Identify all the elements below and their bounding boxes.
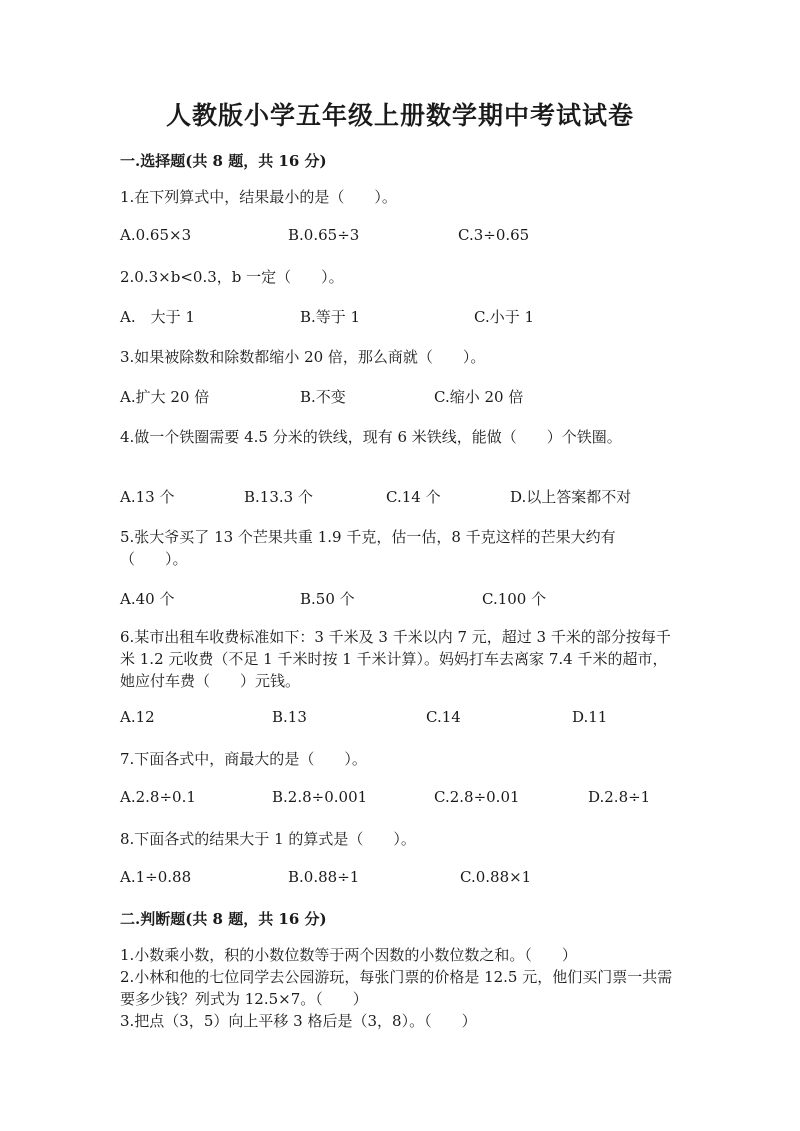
option-a[interactable]: A.扩大 20 倍 [120,388,210,406]
option-c[interactable]: C.小于 1 [474,308,535,326]
section-heading-choice: 一.选择题(共 8 题，共 16 分) [120,152,327,170]
option-b[interactable]: B.50 个 [300,590,355,608]
option-a[interactable]: A. 大于 1 [120,308,195,326]
question-6-options [120,708,680,730]
option-b[interactable]: B.等于 1 [300,308,361,326]
option-a[interactable]: A.1÷0.88 [120,868,192,886]
question-7-options [120,788,680,810]
option-b[interactable]: B.13 [272,708,307,726]
option-c[interactable]: C.2.8÷0.01 [434,788,520,806]
option-a[interactable]: A.2.8÷0.1 [120,788,196,806]
question-2-stem: 2.0.3×b<0.3，b 一定（ ）。 [120,268,344,286]
question-8-stem: 8.下面各式的结果大于 1 的算式是（ ）。 [120,830,416,848]
question-8-options [120,868,680,890]
question-4-options [120,486,680,508]
question-3-options [120,386,680,408]
option-c[interactable]: C.缩小 20 倍 [434,388,524,406]
question-2-options [120,306,680,328]
question-3-stem: 3.如果被除数和除数都缩小 20 倍，那么商就（ ）。 [120,348,486,366]
option-b[interactable]: B.0.65÷3 [288,226,360,244]
question-5-options [120,588,680,610]
option-a[interactable]: A.40 个 [120,590,175,608]
question-7-stem: 7.下面各式中，商最大的是（ ）。 [120,750,367,768]
option-c[interactable]: C.14 个 [386,488,441,506]
option-c[interactable]: C.0.88×1 [460,868,532,886]
question-5-stem: 5.张大爷买了 13 个芒果共重 1.9 千克，估一估，8 千克这样的芒果大约有（ ）。 [120,528,616,568]
option-c[interactable]: C.3÷0.65 [458,226,530,244]
judge-question-1: 1.小数乘小数，积的小数位数等于两个因数的小数位数之和。（ ） [120,946,577,964]
option-b[interactable]: B.2.8÷0.001 [272,788,368,806]
option-c[interactable]: C.100 个 [482,590,547,608]
option-c[interactable]: C.14 [426,708,461,726]
question-1-stem: 1.在下列算式中，结果最小的是（ ）。 [120,188,397,206]
section-heading-judge: 二.判断题(共 8 题，共 16 分) [120,910,327,928]
option-a[interactable]: A.12 [120,708,155,726]
option-d[interactable]: D.2.8÷1 [588,788,651,806]
option-b[interactable]: B.13.3 个 [244,488,313,506]
question-4-stem: 4.做一个铁圈需要 4.5 分米的铁线，现有 6 米铁线，能做（ ）个铁圈。 [120,428,622,446]
option-a[interactable]: A.13 个 [120,488,175,506]
option-a[interactable]: A.0.65×3 [120,226,192,244]
judge-question-3: 3.把点（3，5）向上平移 3 格后是（3，8）。（ ） [120,1012,477,1030]
option-b[interactable]: B.0.88÷1 [288,868,360,886]
judge-question-2: 2.小林和他的七位同学去公园游玩，每张门票的价格是 12.5 元，他们买门票一共需要多少钱？列式为 12.5×7。（ ） [120,968,673,1008]
option-d[interactable]: D.11 [572,708,608,726]
option-d[interactable]: D.以上答案都不对 [510,488,632,506]
page-title: 人教版小学五年级上册数学期中考试试卷 [165,101,634,130]
option-b[interactable]: B.不变 [300,388,346,406]
question-1-options [120,226,680,248]
question-6-stem: 6.某市出租车收费标准如下：3 千米及 3 千米以内 7 元，超过 3 千米的部分按每千米 1.2 元收费（不足 1 千米时按 1 千米计算）。妈妈打车去离家 7.4 千米的超市，她应付车费（ ）元钱。 [120,628,671,690]
